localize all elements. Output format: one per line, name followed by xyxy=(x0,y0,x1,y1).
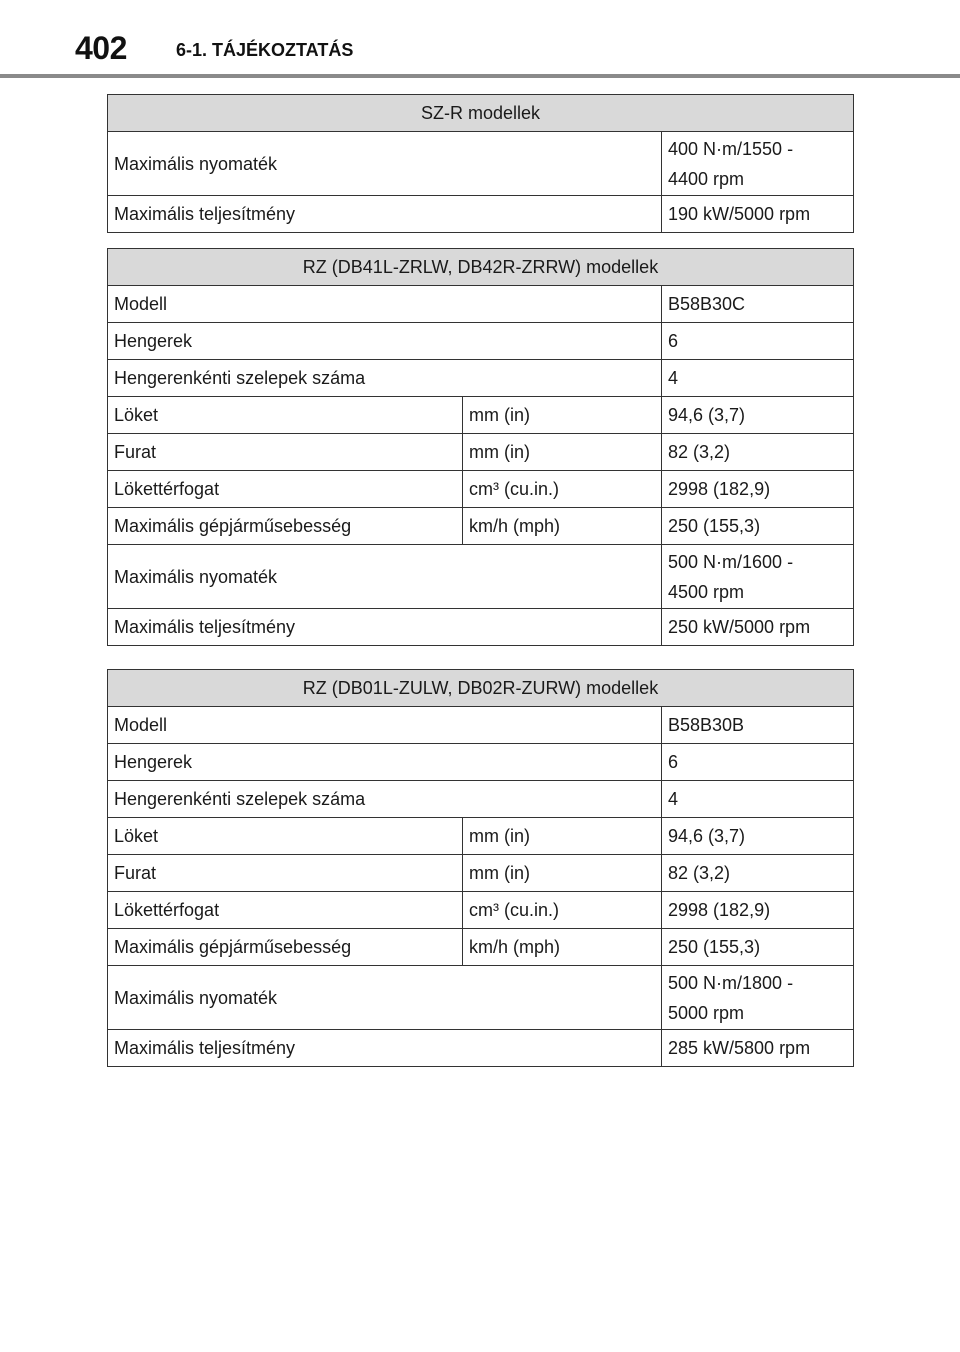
value-line: 4 xyxy=(668,789,679,809)
row-label: Löket xyxy=(108,397,463,434)
table-row xyxy=(108,818,854,855)
table-row xyxy=(108,360,854,397)
row-value xyxy=(662,818,854,855)
value-line: 5000 rpm xyxy=(668,1003,745,1023)
row-value xyxy=(662,545,854,609)
row-unit: mm (in) xyxy=(463,855,662,892)
row-label: Furat xyxy=(108,434,463,471)
table-row xyxy=(108,471,854,508)
table-row xyxy=(108,132,854,196)
value-line: 4400 rpm xyxy=(668,169,745,189)
header-divider xyxy=(0,74,960,78)
row-value xyxy=(662,286,854,323)
table-row xyxy=(108,609,854,646)
value-line: 4 xyxy=(668,368,679,388)
value-line: 250 (155,3) xyxy=(668,937,761,957)
row-value xyxy=(662,781,854,818)
row-label: Maximális nyomaték xyxy=(108,545,662,609)
table-row xyxy=(108,966,854,1030)
row-value xyxy=(662,855,854,892)
row-unit: cm³ (cu.in.) xyxy=(463,892,662,929)
table-row xyxy=(108,196,854,233)
table-row xyxy=(108,286,854,323)
section-title: 6-1. TÁJÉKOZTATÁS xyxy=(176,40,354,60)
table-row xyxy=(108,508,854,545)
value-line: 285 kW/5800 rpm xyxy=(668,1038,811,1058)
value-line: 500 N·m/1800 - xyxy=(668,973,794,993)
row-value xyxy=(662,508,854,545)
value-line: 94,6 (3,7) xyxy=(668,826,746,846)
row-value xyxy=(662,707,854,744)
row-unit: km/h (mph) xyxy=(463,929,662,966)
spec-table-rz-db01l xyxy=(107,669,854,1067)
value-line: 500 N·m/1600 - xyxy=(668,552,794,572)
table-row xyxy=(108,323,854,360)
value-line: 82 (3,2) xyxy=(668,442,731,462)
value-line: 6 xyxy=(668,331,679,351)
row-label: Hengerek xyxy=(108,744,662,781)
row-unit: km/h (mph) xyxy=(463,508,662,545)
row-unit: mm (in) xyxy=(463,434,662,471)
page-header xyxy=(0,0,960,80)
table-row xyxy=(108,1030,854,1067)
row-value xyxy=(662,323,854,360)
value-line: 6 xyxy=(668,752,679,772)
value-line: 2998 (182,9) xyxy=(668,479,771,499)
row-label: Modell xyxy=(108,286,662,323)
row-label: Lökettérfogat xyxy=(108,892,463,929)
value-line: 94,6 (3,7) xyxy=(668,405,746,425)
row-value xyxy=(662,609,854,646)
value-line: 2998 (182,9) xyxy=(668,900,771,920)
row-value xyxy=(662,892,854,929)
value-line: 250 (155,3) xyxy=(668,516,761,536)
row-label: Maximális gépjárműsebesség xyxy=(108,929,463,966)
value-line: B58B30B xyxy=(668,715,745,735)
row-label: Maximális gépjárműsebesség xyxy=(108,508,463,545)
row-label: Maximális nyomaték xyxy=(108,132,662,196)
row-label: Löket xyxy=(108,818,463,855)
row-value xyxy=(662,132,854,196)
spec-table-sz-r xyxy=(107,94,854,233)
row-value xyxy=(662,929,854,966)
row-value xyxy=(662,434,854,471)
row-unit: mm (in) xyxy=(463,397,662,434)
table-row xyxy=(108,929,854,966)
row-label: Maximális teljesítmény xyxy=(108,196,662,233)
table-row xyxy=(108,434,854,471)
spec-table-rz-db41l xyxy=(107,248,854,646)
value-line: 190 kW/5000 rpm xyxy=(668,204,811,224)
row-value xyxy=(662,966,854,1030)
value-line: 82 (3,2) xyxy=(668,863,731,883)
table-row xyxy=(108,707,854,744)
row-unit: cm³ (cu.in.) xyxy=(463,471,662,508)
row-value xyxy=(662,196,854,233)
table-row xyxy=(108,855,854,892)
row-label: Hengerenkénti szelepek száma xyxy=(108,781,662,818)
table-title: RZ (DB01L-ZULW, DB02R-ZURW) modellek xyxy=(108,670,854,707)
row-unit: mm (in) xyxy=(463,818,662,855)
row-label: Hengerek xyxy=(108,323,662,360)
row-label: Modell xyxy=(108,707,662,744)
row-label: Maximális nyomaték xyxy=(108,966,662,1030)
table-title: RZ (DB41L-ZRLW, DB42R-ZRRW) modellek xyxy=(108,249,854,286)
row-value xyxy=(662,471,854,508)
row-label: Furat xyxy=(108,855,463,892)
value-line: 250 kW/5000 rpm xyxy=(668,617,811,637)
table-row xyxy=(108,744,854,781)
table-title: SZ-R modellek xyxy=(108,95,854,132)
row-value xyxy=(662,397,854,434)
row-value xyxy=(662,360,854,397)
row-label: Maximális teljesítmény xyxy=(108,609,662,646)
page-number: 402 xyxy=(75,30,127,66)
value-line: B58B30C xyxy=(668,294,746,314)
row-label: Hengerenkénti szelepek száma xyxy=(108,360,662,397)
row-label: Maximális teljesítmény xyxy=(108,1030,662,1067)
table-row xyxy=(108,397,854,434)
row-label: Lökettérfogat xyxy=(108,471,463,508)
table-row xyxy=(108,545,854,609)
table-row xyxy=(108,781,854,818)
value-line: 4500 rpm xyxy=(668,582,745,602)
table-row xyxy=(108,892,854,929)
value-line: 400 N·m/1550 - xyxy=(668,139,794,159)
row-value xyxy=(662,744,854,781)
row-value xyxy=(662,1030,854,1067)
